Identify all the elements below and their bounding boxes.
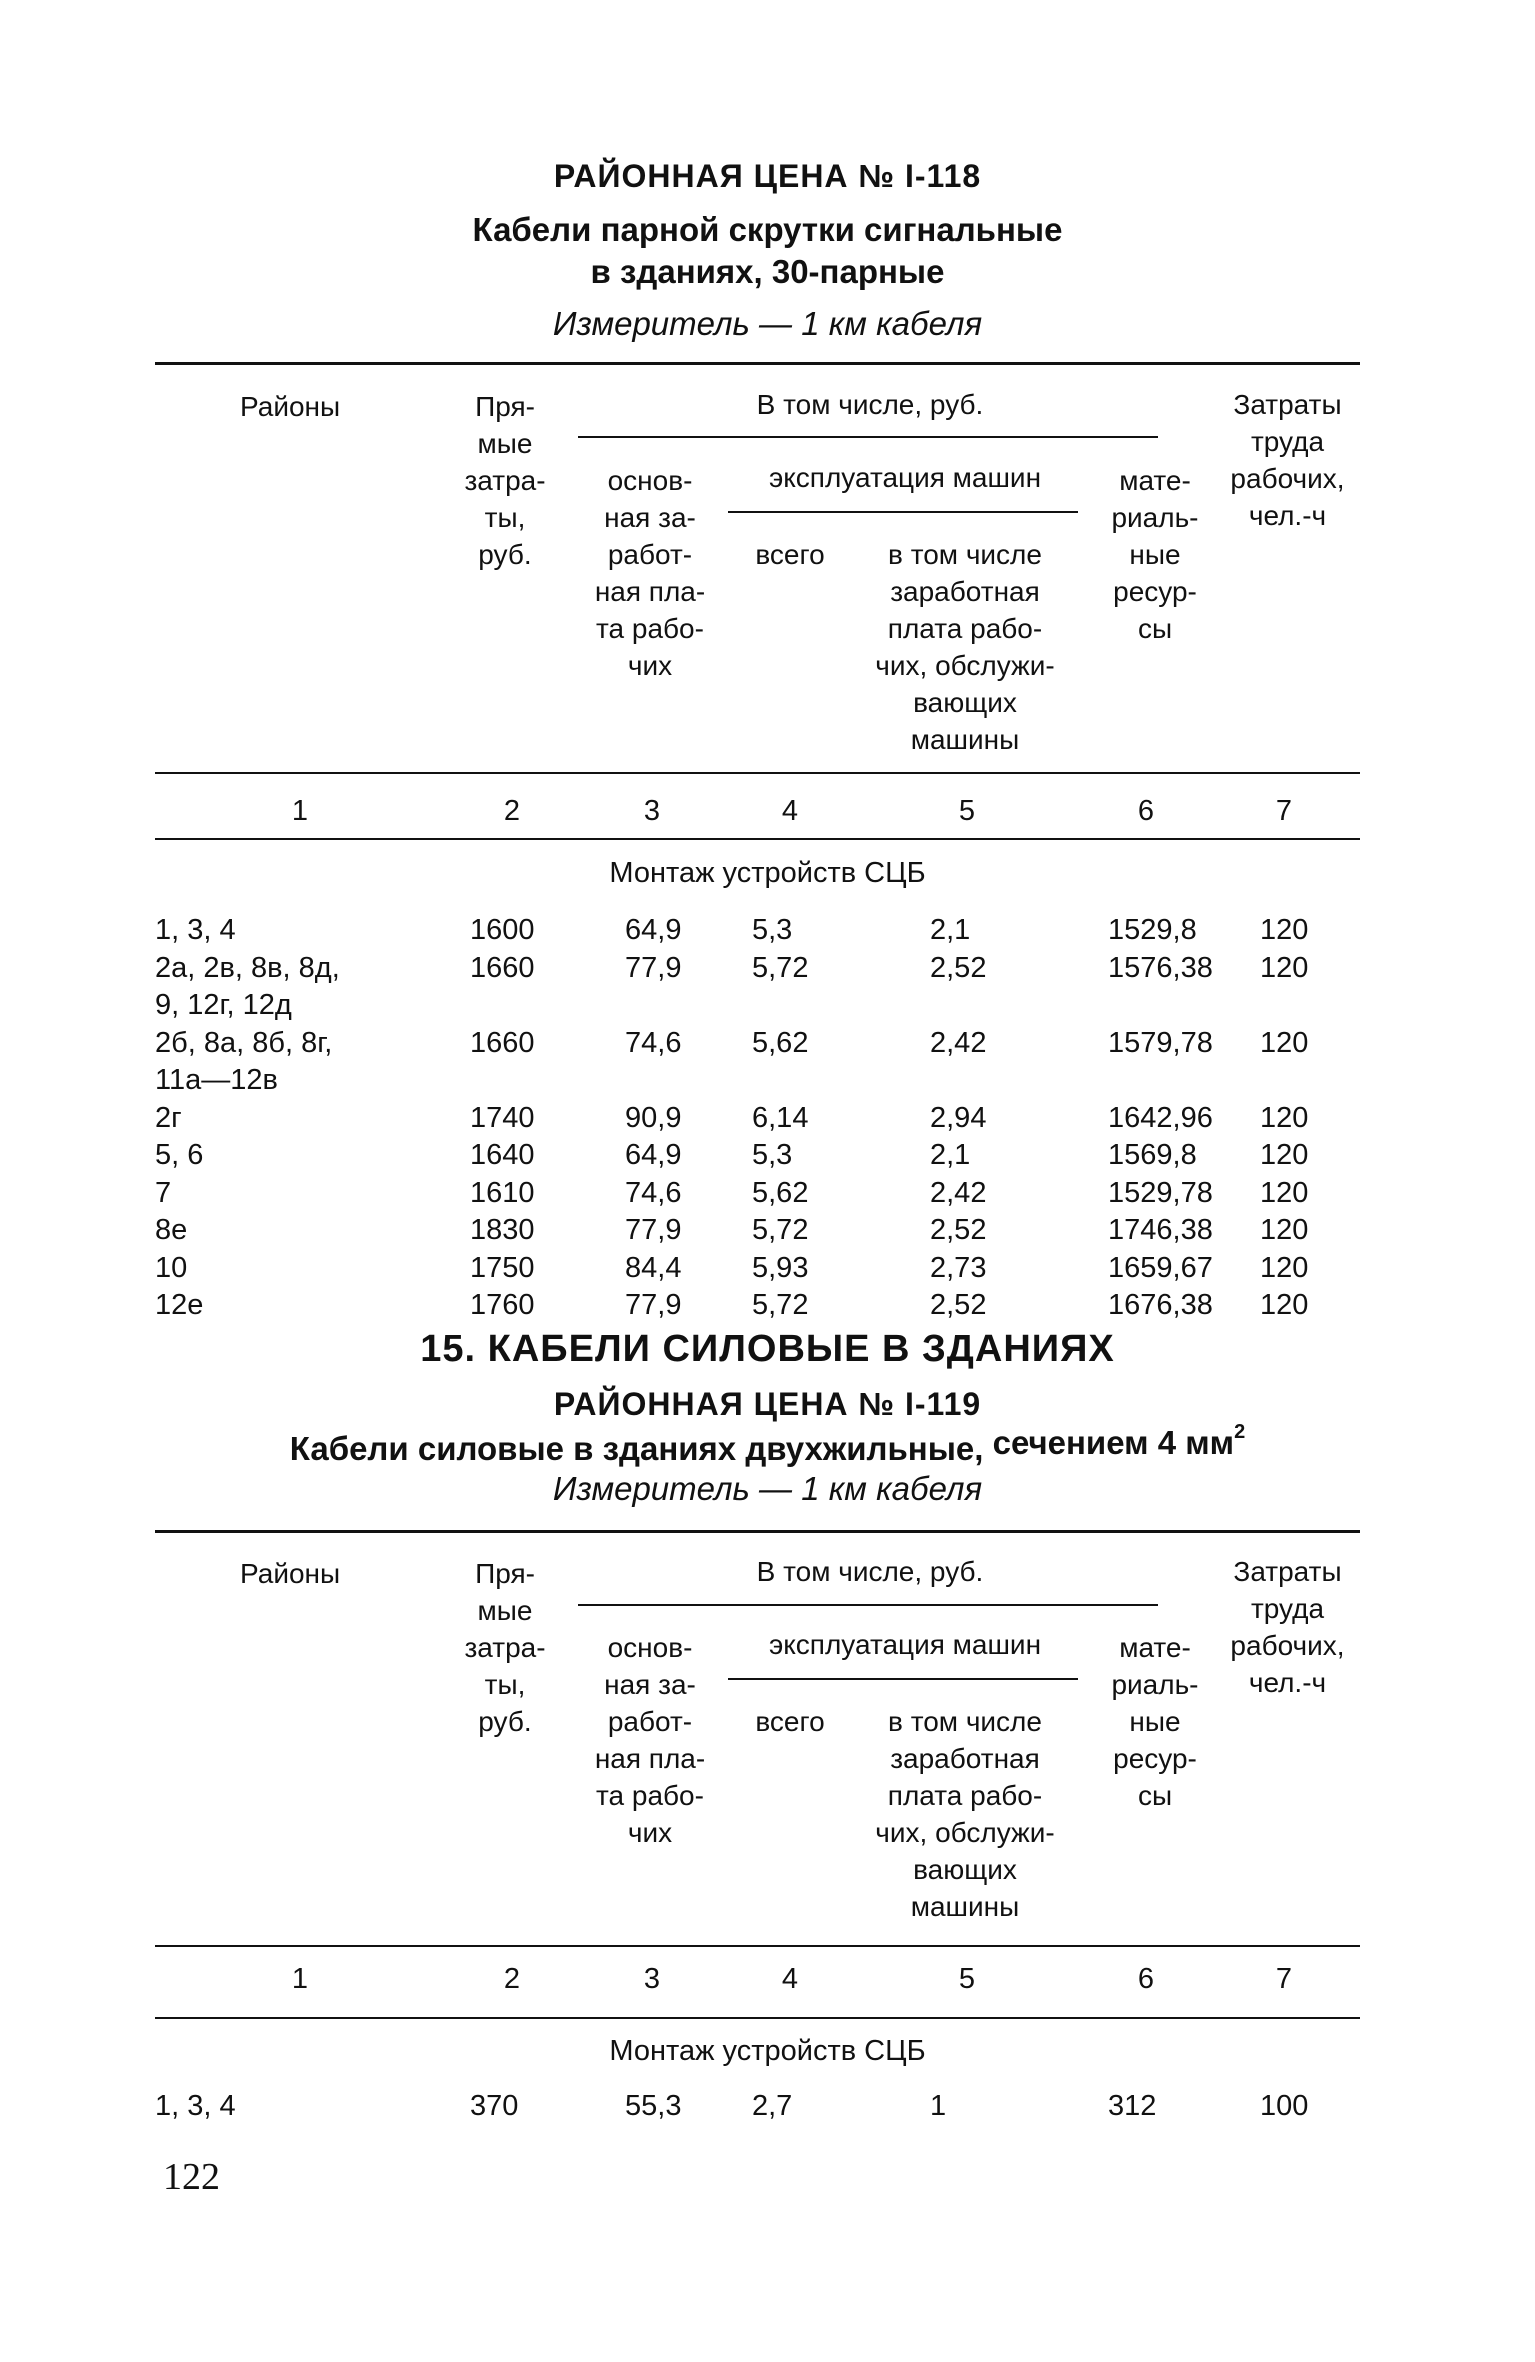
col-header-districts: Районы <box>240 1558 341 1589</box>
table-caption-1: Монтаж устройств СЦБ <box>609 857 926 889</box>
col-header-machine-wage: в том числе заработная плата рабо- чих, обслужи- вающих машины <box>875 539 1055 755</box>
col-header-labor: Затраты труда рабочих, чел.-ч <box>1230 1556 1345 1698</box>
group-rule <box>578 1604 1158 1606</box>
price-title-2: Кабели силовые в зданиях двухжильные, сечением 4 $мм^2$ <box>289 1421 1246 1467</box>
header-bottom-rule <box>155 1945 1360 1947</box>
machine-wage-cell: 2,52 <box>930 1289 987 1321</box>
price-title-1-line2: в зданиях, 30-парные <box>590 253 945 290</box>
price-heading-1: РАЙОННАЯ ЦЕНА № I-118 <box>553 158 982 194</box>
document-page: РАЙОННАЯ ЦЕНА № I-118 Кабели парной скрутки сигнальные в зданиях, 30-парные Измеритель — 1 км кабеля Районы Пря- мые затра- ты, руб. В том числе, руб. основ- ная за- работ- ная пла- та рабо- чих эксплуатация машин всего в том числе заработная плата рабо- чих, обслужи- вающих машины мате- риаль- ные ресур- сы Затраты труда рабочих, чел.-ч 1 2 3 4 5 6 7 Монтаж устройств СЦБ 1, 3, 4 1600 64,9 5,3 2,1 1529,8 120 2а, 2в, 8в, 8д, 9, 12г, 12д 1660 77,9 5,72 2,52 1576,38 120 2б, 8а, 8б, 8г, 11а—12в 1660 74,6 5,62 2,42 1579,78 120 2г 1740 90,9 6,14 2,94 1642,96 120 5, 6 1640 64,9 5,3 2,1 1569,8 120 7 1610 74,6 5,62 2,42 1529,78 120 8е 1830 77,9 5,72 2,52 1746,38 120 10 1750 84,4 5,93 2,73 1659,67 120 12е 1760 77,9 5,72 2,52 1676,38 120 15. КАБЕЛИ СИЛОВЫЕ В ЗДАНИЯХ РАЙОННАЯ ЦЕНА № I-119 Кабели силовые в зданиях двухжильные, сечением 4 $мм^2$ Измеритель — 1 км кабеля Районы Пря- мые затра- ты, руб. В том числе, руб. основ- ная за- работ- ная пла- та рабо- чих эксплуатация машин всего в том числе заработная плата рабо- чих, обслужи- вающих машины мате- риаль- ные ресур- сы Затраты труда рабочих, чел.-ч 1 2 3 4 5 6 7 Монтаж устройств СЦБ 1, 3, 4 370 55,3 2,7 1 312 100 122 <box>0 0 1535 2362</box>
base-wage-cell: 64,9 <box>625 1139 682 1171</box>
table-row <box>0 1287 1535 1325</box>
col-header-group: В том числе, руб. <box>756 389 984 420</box>
group-rule <box>578 436 1158 438</box>
machines-total-cell: 5,62 <box>752 1176 809 1209</box>
base-wage-cell: 90,9 <box>625 1101 682 1134</box>
district-cell: 1, 3, 4 <box>155 914 236 946</box>
chapter-title: 15. КАБЕЛИ СИЛОВЫЕ В ЗДАНИЯХ <box>420 1328 1115 1370</box>
header-bottom-rule <box>155 772 1360 774</box>
direct-costs-cell: 1750 <box>470 1251 535 1284</box>
direct-costs-cell: 1830 <box>470 1214 535 1246</box>
col-header-base-wage: основ- ная за- работ- ная пла- та рабо- чих <box>594 1632 706 1848</box>
district-cell: 2г <box>155 1101 182 1134</box>
page-number: 122 <box>163 2156 220 2198</box>
materials-cell: 1642,96 <box>1108 1101 1213 1134</box>
base-wage-cell: 77,9 <box>625 1289 682 1321</box>
base-wage-cell: 77,9 <box>625 951 682 984</box>
col-header-direct-costs: Пря- мые затра- ты, руб. <box>464 1558 546 1737</box>
district-cell: 1, 3, 4 <box>155 2090 236 2122</box>
district-cell: 10 <box>155 1251 188 1284</box>
machines-total-cell: 5,93 <box>752 1251 809 1284</box>
machine-wage-cell: 2,1 <box>930 914 971 946</box>
machine-wage-cell: 1 <box>930 2090 947 2122</box>
measure-unit-1: Измеритель — 1 км кабеля <box>552 305 983 342</box>
machines-rule <box>728 511 1078 513</box>
labor-cell: 120 <box>1260 1251 1309 1284</box>
labor-cell: 120 <box>1260 1214 1309 1246</box>
labor-cell: 120 <box>1260 1289 1309 1321</box>
direct-costs-cell: 1660 <box>470 1026 535 1059</box>
header-top-rule <box>155 362 1360 365</box>
table-row <box>0 2088 1535 2126</box>
table-row <box>0 1137 1535 1175</box>
col-header-total: всего <box>755 539 825 570</box>
base-wage-cell: 74,6 <box>625 1026 682 1059</box>
materials-cell: 1676,38 <box>1108 1289 1213 1321</box>
materials-cell: 1529,8 <box>1108 914 1197 946</box>
machine-wage-cell: 2,94 <box>930 1101 987 1134</box>
machines-total-cell: 6,14 <box>752 1101 809 1134</box>
direct-costs-cell: 370 <box>470 2090 519 2122</box>
materials-cell: 1746,38 <box>1108 1214 1213 1246</box>
district-cell: 2а, 2в, 8в, 8д, 9, 12г, 12д <box>155 951 340 1021</box>
labor-cell: 120 <box>1260 1139 1309 1171</box>
col-header-group: В том числе, руб. <box>756 1556 984 1587</box>
col-header-machine-wage: в том числе заработная плата рабо- чих, обслужи- вающих машины <box>875 1706 1055 1922</box>
table-row <box>0 1250 1535 1288</box>
col-header-base-wage: основ- ная за- работ- ная пла- та рабо- чих <box>594 465 706 681</box>
col-header-machines: эксплуатация машин <box>768 462 1042 493</box>
base-wage-cell: 77,9 <box>625 1214 682 1246</box>
labor-cell: 120 <box>1260 1026 1309 1059</box>
table-caption-2: Монтаж устройств СЦБ <box>609 2035 926 2067</box>
district-cell: 7 <box>155 1176 172 1209</box>
base-wage-cell: 64,9 <box>625 914 682 946</box>
col-header-machines: эксплуатация машин <box>768 1629 1042 1660</box>
direct-costs-cell: 1760 <box>470 1289 535 1321</box>
direct-costs-cell: 1660 <box>470 951 535 984</box>
direct-costs-cell: 1600 <box>470 914 535 946</box>
col-header-total: всего <box>755 1706 825 1737</box>
col-header-materials: мате- риаль- ные ресур- сы <box>1111 1632 1199 1811</box>
district-cell: 2б, 8а, 8б, 8г, 11а—12в <box>155 1026 333 1096</box>
direct-costs-cell: 1610 <box>470 1176 535 1209</box>
labor-cell: 120 <box>1260 914 1309 946</box>
table-row <box>0 1100 1535 1138</box>
machine-wage-cell: 2,42 <box>930 1176 987 1209</box>
machine-wage-cell: 2,42 <box>930 1026 987 1059</box>
base-wage-cell: 84,4 <box>625 1251 682 1284</box>
direct-costs-cell: 1740 <box>470 1101 535 1134</box>
table-row <box>0 1175 1535 1213</box>
machines-total-cell: 5,3 <box>752 1139 793 1171</box>
base-wage-cell: 55,3 <box>625 2090 682 2122</box>
machines-total-cell: 5,72 <box>752 1289 809 1321</box>
table-row <box>0 1025 1535 1100</box>
machines-rule <box>728 1678 1078 1680</box>
labor-cell: 120 <box>1260 1176 1309 1209</box>
materials-cell: 1579,78 <box>1108 1026 1213 1059</box>
table-row <box>0 1212 1535 1250</box>
district-cell: 5, 6 <box>155 1139 204 1171</box>
machine-wage-cell: 2,1 <box>930 1139 971 1171</box>
machines-total-cell: 5,62 <box>752 1026 809 1059</box>
col-header-labor: Затраты труда рабочих, чел.-ч <box>1230 389 1345 531</box>
materials-cell: 1569,8 <box>1108 1139 1197 1171</box>
numbers-rule <box>155 2017 1360 2019</box>
materials-cell: 312 <box>1108 2090 1157 2122</box>
table-row <box>0 950 1535 1025</box>
col-header-materials: мате- риаль- ные ресур- сы <box>1111 465 1199 644</box>
direct-costs-cell: 1640 <box>470 1139 535 1171</box>
materials-cell: 1529,78 <box>1108 1176 1213 1209</box>
machines-total-cell: 2,7 <box>752 2090 793 2122</box>
district-cell: 12е <box>155 1289 204 1321</box>
machine-wage-cell: 2,73 <box>930 1251 987 1284</box>
machines-total-cell: 5,72 <box>752 951 809 984</box>
col-header-direct-costs: Пря- мые затра- ты, руб. <box>464 391 546 570</box>
labor-cell: 100 <box>1260 2090 1309 2122</box>
machine-wage-cell: 2,52 <box>930 951 987 984</box>
col-header-districts: Районы <box>240 391 341 422</box>
labor-cell: 120 <box>1260 951 1309 984</box>
numbers-rule <box>155 838 1360 840</box>
price-heading-2: РАЙОННАЯ ЦЕНА № I-119 <box>553 1386 982 1422</box>
measure-unit-2: Измеритель — 1 км кабеля <box>552 1470 983 1507</box>
materials-cell: 1659,67 <box>1108 1251 1213 1284</box>
price-title-1-line1: Кабели парной скрутки сигнальные <box>472 211 1063 248</box>
labor-cell: 120 <box>1260 1101 1309 1134</box>
table-row <box>0 912 1535 950</box>
header-top-rule <box>155 1530 1360 1533</box>
materials-cell: 1576,38 <box>1108 951 1213 984</box>
machines-total-cell: 5,3 <box>752 914 793 946</box>
district-cell: 8е <box>155 1214 188 1246</box>
machine-wage-cell: 2,52 <box>930 1214 987 1246</box>
machines-total-cell: 5,72 <box>752 1214 809 1246</box>
base-wage-cell: 74,6 <box>625 1176 682 1209</box>
